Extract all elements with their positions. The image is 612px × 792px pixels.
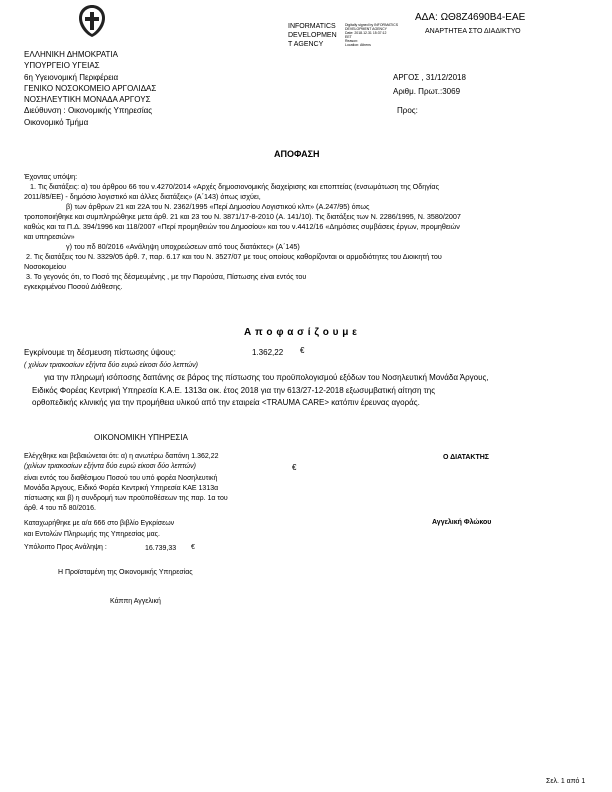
web-publish-label: ΑΝΑΡΤΗΤΕΑ ΣΤΟ ΔΙΑΔΙΚΤΥΟ — [425, 28, 521, 35]
considering-line: τροποποιήθηκε και συμπληρώθηκε μετα άρθ. 21 και 23 του Ν. 3871/17-8-2010 (Α. 141/10). Τις διατάξεις των Ν. 2286/1995, Ν. 3580/2007 — [24, 212, 461, 221]
registered-line: Καταχωρήθηκε με α/α 666 στο βιβλίο Εγκρίσεων — [24, 520, 175, 527]
finance-registered-block — [24, 518, 174, 540]
sender-line: ΝΟΣΗΛΕΥΤΙΚΗ ΜΟΝΑΔΑ ΑΡΓΟΥΣ — [24, 95, 151, 105]
agency-line: T AGENCY — [288, 41, 324, 48]
signature-line: EET — [345, 35, 352, 39]
balance-label: Υπόλοιπο Προς Ανάληψη : — [24, 544, 107, 551]
considering-line: γ) του πδ 80/2016 «Ανάληψη υποχρεώσεων από τους διατάκτες» (Α΄145) — [66, 242, 300, 251]
sender-block — [24, 49, 156, 128]
considering-line: β) των άρθρων 21 και 22Α του Ν. 2362/1995 «Περί Δημοσίου Λογιστικού κλπ» (Α.247/95) όπως — [66, 202, 370, 211]
considering-line: 1. Τις διατάξεις: α) του άρθρου 66 του ν.4270/2014 «Αρχές δημοσιονομικής διαχείρισης και εποπτείας (ενσωμάτωση της Οδηγίας — [30, 182, 440, 191]
sender-line: Οικονομικό Τμήμα — [24, 117, 89, 127]
agency-line: DEVELOPMEN — [288, 32, 337, 39]
within-line: είναι εντός του διαθέσιμου Ποσού του υπό φορέα Νοσηλευτική — [24, 475, 218, 482]
sender-line: ΓΕΝΙΚΟ ΝΟΣΟΚΟΜΕΙΟ ΑΡΓΟΛΙΔΑΣ — [24, 83, 157, 93]
sender-line: Διεύθυνση : Οικονομικής Υπηρεσίας — [24, 106, 153, 116]
finance-check-words: (χιλίων τριακοσίων εξήντα δύο ευρώ είκοσι δύο λεπτών) — [24, 463, 196, 470]
considering-line: 2. Τις διατάξεις του Ν. 3329/05 άρθ. 7, παρ. 6.17 και του Ν. 3527/07 με τους οποίους καθορίζονται οι αρμοδιότητες του Διοικητή του — [26, 252, 442, 261]
commit-amount: 1.362,22 — [252, 348, 284, 357]
finance-check-line: Ελέγχθηκε και βεβαιώνεται ότι: α) η ανωτέρω δαπάνη 1.362,22 — [24, 453, 219, 460]
place-date: ΑΡΓΟΣ , 31/12/2018 — [393, 73, 466, 82]
signature-line: Reason: — [345, 39, 359, 43]
approver-title: Ο ΔΙΑΤΑΚΤΗΣ — [443, 454, 489, 461]
finance-head-title: Η Προϊσταμένη της Οικονομικής Υπηρεσίας — [58, 569, 193, 576]
sender-line: ΕΛΛΗΝΙΚΗ ΔΗΜΟΚΡΑΤΙΑ — [24, 50, 118, 59]
considering-intro: Έχοντας υπόψη: — [24, 172, 78, 181]
considering-line: εγκεκριμένου Ποσού Διάθεσης. — [24, 282, 123, 291]
finance-within-block — [24, 474, 228, 514]
finance-heading: ΟΙΚΟΝΟΜΙΚΗ ΥΠΗΡΕΣΙΑ — [94, 433, 188, 442]
greek-emblem-icon — [75, 4, 109, 38]
considering-line: Νοσοκομείου — [24, 262, 66, 271]
considering-line: 3. Το γεγονός ότι, το Ποσό της δέσμευμένης , με την Παρούσα, Πίστωσης είναι εντός του — [26, 272, 307, 281]
amount-words: ( χιλίων τριακοσίων εξήντα δύο ευρώ είκοσι δύο λεπτών) — [24, 362, 198, 369]
digital-signature-details — [345, 23, 398, 47]
signature-agency — [288, 22, 337, 49]
within-line: Μονάδα Άργους, Ειδικό Φορέα Κεντρική Υπηρεσία ΚΑΕ 1313α — [24, 485, 219, 492]
finance-currency: € — [292, 463, 297, 472]
signature-line: DEVELOPMENT AGENCY — [345, 27, 387, 31]
purpose-line: για την πληρωμή ισόποσης δαπάνης σε βάρος της πίστωσης του προϋπολογισμού εξόδων του Νοσηλευτική Μονάδα Άργους, — [44, 373, 489, 382]
protocol-number: Αριθμ. Πρωτ.:3069 — [393, 87, 461, 96]
considering-line: και υπηρεσιών» — [24, 232, 75, 241]
balance-currency: € — [191, 544, 195, 551]
ada-code: ΑΔΑ: ΩΘ8Ζ4690Β4-ΕΑΕ — [415, 12, 526, 23]
sender-line: 6η Υγειονομική Περιφέρεια — [24, 72, 119, 82]
page-number: Σελ. 1 από 1 — [546, 778, 586, 785]
signature-line: Date: 2018.12.31 15:37:12 — [345, 31, 387, 35]
within-line: άρθ. 4 του πδ 80/2016. — [24, 505, 96, 512]
signature-line: Location: Athens — [345, 43, 371, 47]
commit-label: Εγκρίνουμε τη δέσμευση πίστωσης ύψους: — [24, 348, 176, 357]
purpose-block — [32, 372, 489, 410]
document-title: ΑΠΟΦΑΣΗ — [274, 149, 320, 159]
considering-line: 2011/85/ΕΕ) - δημόσιο λογιστικό και άλλες διατάξεις» (Α΄143) όπως ισχύει, — [24, 192, 261, 201]
considering-line: καθώς και τα Π.Δ. 394/1996 και 118/2007 «Περί προμηθειών του Δημοσίου» και του ν.4412/16 «Δημόσιες συμβάσεις έργων, προμηθειών — [24, 222, 460, 231]
finance-head-name: Κάππη Αγγελική — [110, 598, 161, 605]
decide-heading: Α π ο φ α σ ί ζ ο υ μ ε — [244, 327, 358, 338]
within-line: πίστωσης και β) η συνδρομή των προϋποθέσεων της παρ. 1α του — [24, 495, 228, 502]
sender-line: ΥΠΟΥΡΓΕΙΟ ΥΓΕΙΑΣ — [24, 61, 100, 71]
commit-currency: € — [300, 346, 305, 355]
signature-line: Digitally signed by INFORMATICS — [345, 23, 399, 27]
registered-line: και Εντολών Πληρωμής της Υπηρεσίας μας. — [24, 531, 160, 538]
approver-name: Αγγελική Φλώκου — [432, 519, 492, 526]
recipient-label: Προς: — [397, 106, 418, 115]
agency-line: INFORMATICS — [288, 23, 336, 30]
purpose-line: Ειδικός Φορέας Κεντρική Υπηρεσία Κ.Α.Ε. 1313α οικ. έτος 2018 για την 613/27-12-2018 εξωσυμβατική αίτηση της — [32, 385, 436, 395]
purpose-line: ορθοπεδικής κλινικής για την προμήθεια υλικού από την εταιρεία <TRAUMA CARE> κατόπιν έρευνας αγοράς. — [32, 398, 420, 407]
balance-value: 16.739,33 — [145, 545, 177, 552]
considering-block — [24, 172, 584, 292]
